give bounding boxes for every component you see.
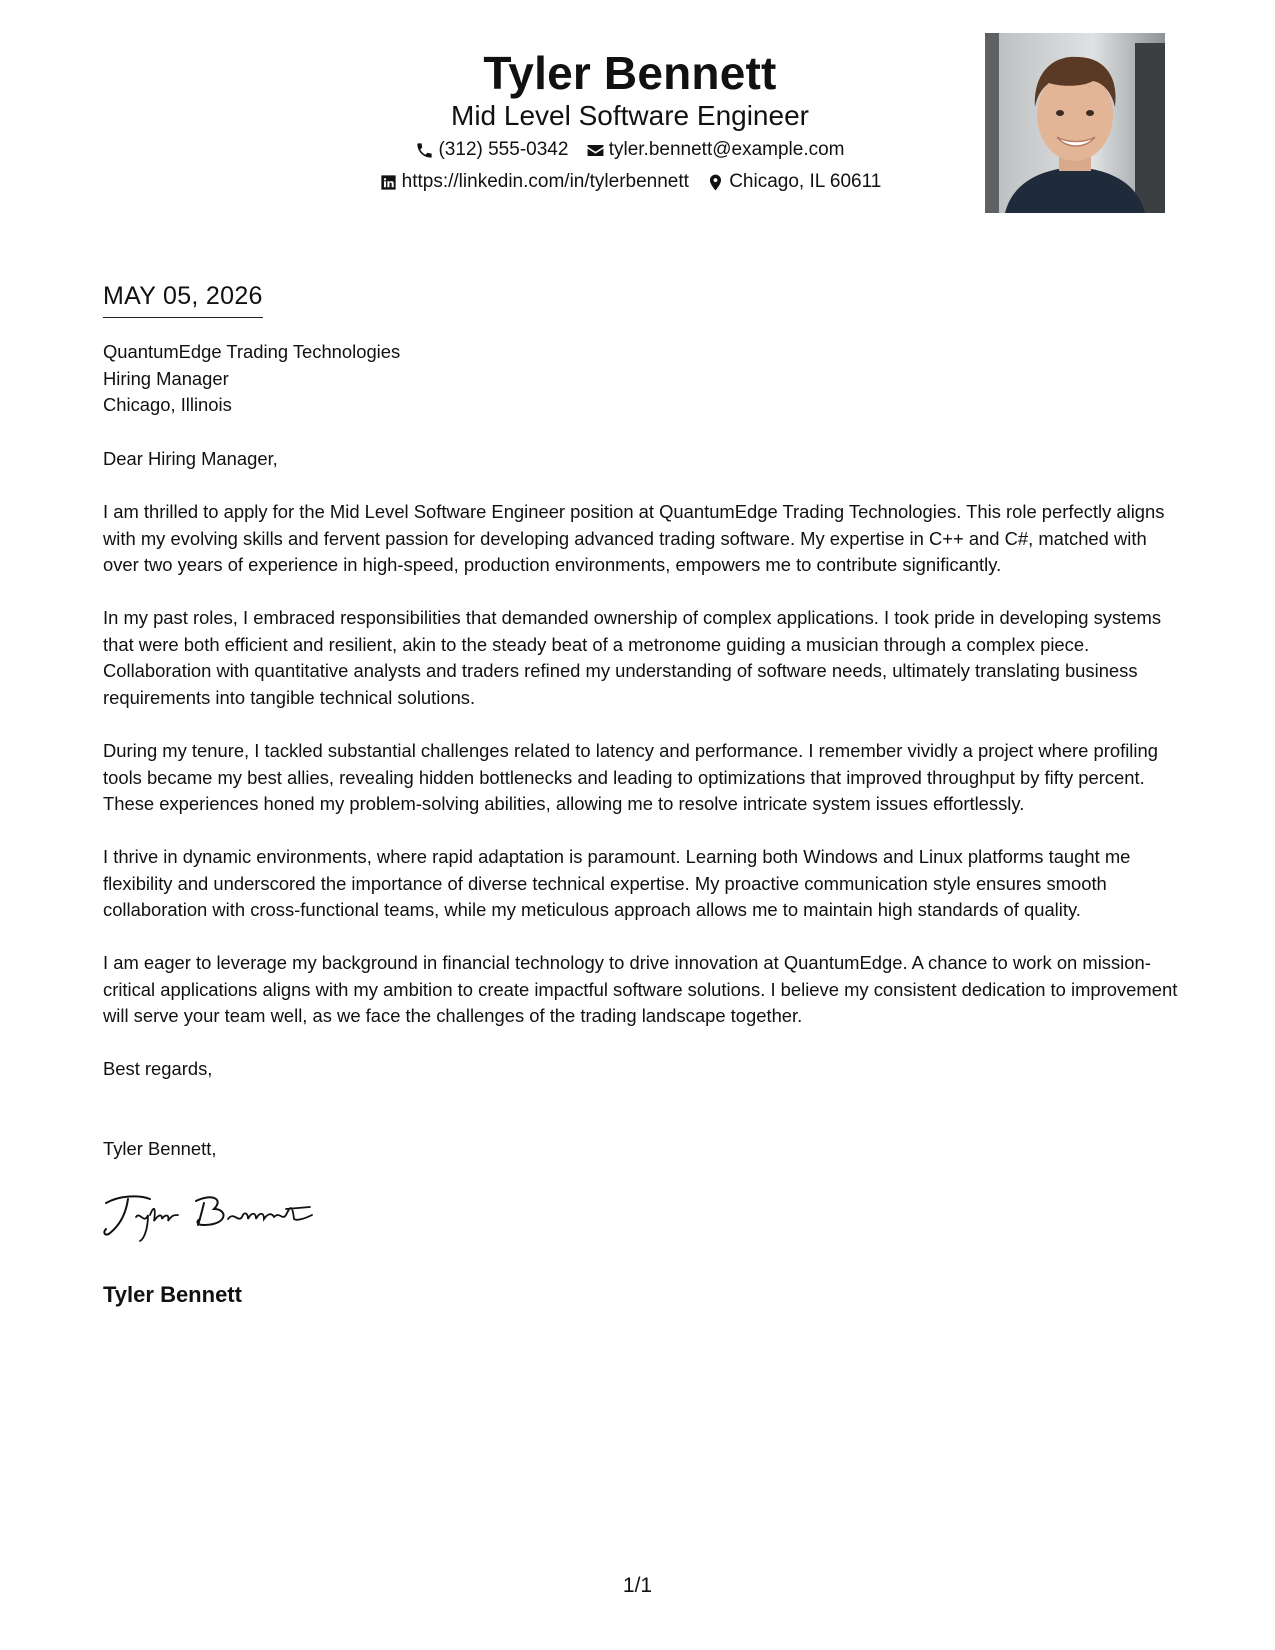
recipient-city: Chicago, Illinois — [103, 394, 232, 415]
page-number: 1/1 — [622, 1574, 653, 1597]
linkedin-icon — [379, 173, 398, 192]
phone-icon — [415, 141, 434, 160]
closing: Best regards, — [103, 1058, 213, 1079]
recipient-company: QuantumEdge Trading Technologies — [103, 341, 401, 362]
contact-location — [706, 171, 881, 193]
job-title: Mid Level Software Engineer — [451, 100, 809, 131]
signed-name: Tyler Bennett, — [103, 1138, 217, 1159]
contact-linkedin[interactable] — [379, 171, 689, 193]
phone-text: (312) 555-0342 — [438, 139, 569, 160]
paragraph-1: I am thrilled to apply for the Mid Level Software Engineer position at QuantumEdge Trading Technologies. This role perfectly aligns with my evolving skills and fervent passion for developing advanced trading software. My expertise in C++ and C#, matched with over two years of experience in high-speed, production environments, empowers me to contribute significantly. — [103, 501, 1165, 575]
profile-photo — [985, 33, 1165, 213]
paragraph-5: I am eager to leverage my background in financial technology to drive innovation at QuantumEdge. A chance to work on mission-critical applications aligns with my ambition to create impactful software solutions. I believe my consistent dedication to improvement will serve your team well, as we face the challenges of the trading landscape together. — [103, 952, 1178, 1026]
paragraph-3: During my tenure, I tackled substantial challenges related to latency and performance. I remember vividly a project where profiling tools became my best allies, revealing hidden bottlenecks and leading to optimizations that improved throughput by fifty percent. These experiences honed my problem-solving abilities, allowing me to resolve intricate system issues effortlessly. — [103, 740, 1158, 814]
email-text: tyler.bennett@example.com — [608, 139, 845, 160]
linkedin-text: https://linkedin.com/in/tylerbennett — [401, 171, 689, 192]
contact-phone — [415, 139, 568, 161]
handwritten-signature — [100, 1185, 330, 1245]
letter-date: MAY 05, 2026 — [103, 282, 263, 318]
contact-email[interactable] — [586, 139, 845, 161]
paragraph-4: I thrive in dynamic environments, where rapid adaptation is paramount. Learning both Windows and Linux platforms taught me flexibility and underscored the importance of diverse technical expertise. My proactive communication style ensures smooth collaboration with cross-functional teams, while my meticulous approach allows me to maintain high standards of quality. — [103, 846, 1131, 920]
applicant-name: Tyler Bennett — [483, 47, 777, 99]
paragraph-2: In my past roles, I embraced responsibilities that demanded ownership of complex applications. I took pride in developing systems that were both efficient and resilient, akin to the steady beat of a metronome guiding a musician through a complex piece. Collaboration with quantitative analysts and traders refined my understanding of software needs, ultimately translating business requirements into tangible technical solutions. — [103, 607, 1162, 708]
salutation: Dear Hiring Manager, — [103, 448, 278, 469]
typed-name: Tyler Bennett — [103, 1282, 242, 1307]
map-pin-icon — [706, 173, 725, 192]
envelope-icon — [586, 141, 605, 160]
recipient-role: Hiring Manager — [103, 367, 229, 389]
location-text: Chicago, IL 60611 — [729, 171, 882, 192]
recipient-block — [103, 339, 1183, 419]
